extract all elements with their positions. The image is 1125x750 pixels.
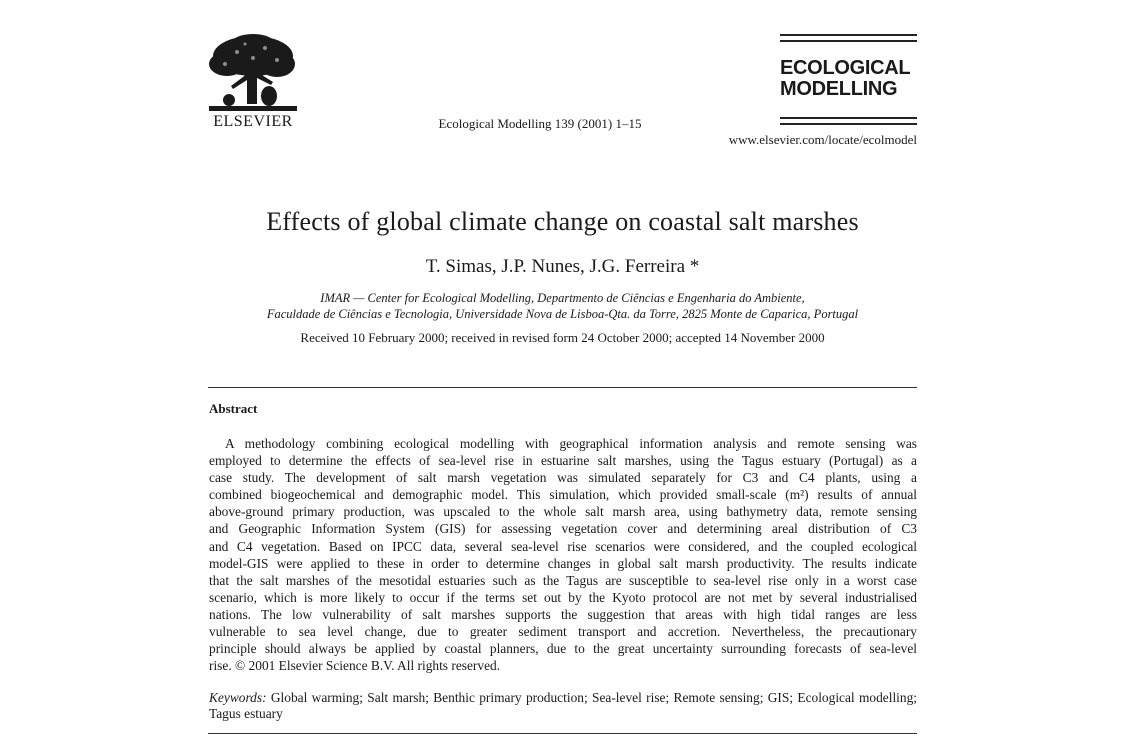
journal-rule-top-2 xyxy=(780,40,917,42)
keywords-line-2: Tagus estuary xyxy=(209,706,283,721)
abstract-line: case study. The development of salt marsh vegetation was simulated separately for C3 and C4 plants, using a xyxy=(209,470,917,486)
journal-rule-top-1 xyxy=(780,34,917,36)
abstract-line: above-ground primary production, was upscaled to the whole salt marsh area, using bathymetry data, remote sensing xyxy=(209,504,917,520)
article-authors: T. Simas, J.P. Nunes, J.G. Ferreira * xyxy=(425,256,700,277)
abstract-line: nations. The low vulnerability of salt marshes supports the suggestion that areas with high tidal ranges are less xyxy=(209,606,917,622)
journal-url-link[interactable]: www.elsevier.com/locate/ecolmodel xyxy=(728,132,917,147)
abstract-line: employed to determine the effects of sea-level rise in estuarine salt marshes, using the Tagus estuary (Portugal) as a xyxy=(209,453,917,469)
journal-rule-bottom-2 xyxy=(780,123,917,125)
keywords-list: Global warming; Salt marsh; Benthic primary production; Sea-level rise; Remote sensing; GIS; Ecological modelling; xyxy=(270,690,917,705)
divider-bottom xyxy=(208,733,917,734)
divider-top xyxy=(208,387,917,388)
publisher-name: ELSEVIER xyxy=(213,113,293,130)
abstract-line: scenario, which is more likely to occur if the terms set out by the Kyoto protocol are not met by several industrialised xyxy=(209,589,917,605)
journal-citation: Ecological Modelling 139 (2001) 1–15 xyxy=(438,116,642,131)
affiliation-line: Faculdade de Ciências e Tecnologia, Universidade Nova de Lisboa-Qta. da Torre, 2825 Monte de Caparica, Portugal xyxy=(266,307,859,321)
abstract-line: model-GIS were applied to these in order to determine changes in global salt marsh productivity. The results indicate xyxy=(209,555,917,571)
abstract-line: that the salt marshes of the mesotidal estuaries such as the Tagus are susceptible to sea-level rise only in a worst case xyxy=(209,572,917,588)
journal-name-line1: ECOLOGICAL xyxy=(780,57,911,79)
keywords-label: Keywords: xyxy=(209,690,267,705)
keywords-line xyxy=(209,690,917,706)
journal-name-line2: MODELLING xyxy=(780,78,898,100)
article-title: Effects of global climate change on coastal salt marshes xyxy=(266,207,859,236)
affiliation-line: IMAR — Center for Ecological Modelling, Departmento de Ciências e Engenharia do Ambiente, xyxy=(320,291,805,305)
abstract-line: rise. © 2001 Elsevier Science B.V. All rights reserved. xyxy=(209,658,501,674)
abstract-line: and Geographic Information System (GIS) for assessing vegetation cover and determining areal distribution of C3 xyxy=(209,521,917,537)
abstract-heading: Abstract xyxy=(209,401,258,416)
journal-rule-bottom-1 xyxy=(780,117,917,119)
received-dates: Received 10 February 2000; received in revised form 24 October 2000; accepted 14 November 2000 xyxy=(300,330,825,345)
author-affiliation xyxy=(150,290,975,322)
abstract-line: A methodology combining ecological modelling with geographical information analysis and remote sensing was xyxy=(225,436,917,451)
keywords-block xyxy=(209,690,917,722)
elsevier-tree-logo xyxy=(207,34,299,114)
abstract-line: combined biogeochemical and demographic model. This simulation, which provided small-scale (m²) results of annual xyxy=(209,487,917,503)
abstract-line: vulnerable to sea level change, due to greater sediment transport and accretion. Nevertheless, the precautionary xyxy=(209,624,917,640)
abstract-body xyxy=(209,435,917,674)
abstract-line: principle should always be applied by coastal planners, due to the great uncertainty surrounding forecasts of sea-level xyxy=(209,641,917,657)
journal-name xyxy=(780,58,920,100)
abstract-line: and C4 vegetation. Based on IPCC data, several sea-level rise scenarios were considered, and the coupled ecological xyxy=(209,538,917,554)
